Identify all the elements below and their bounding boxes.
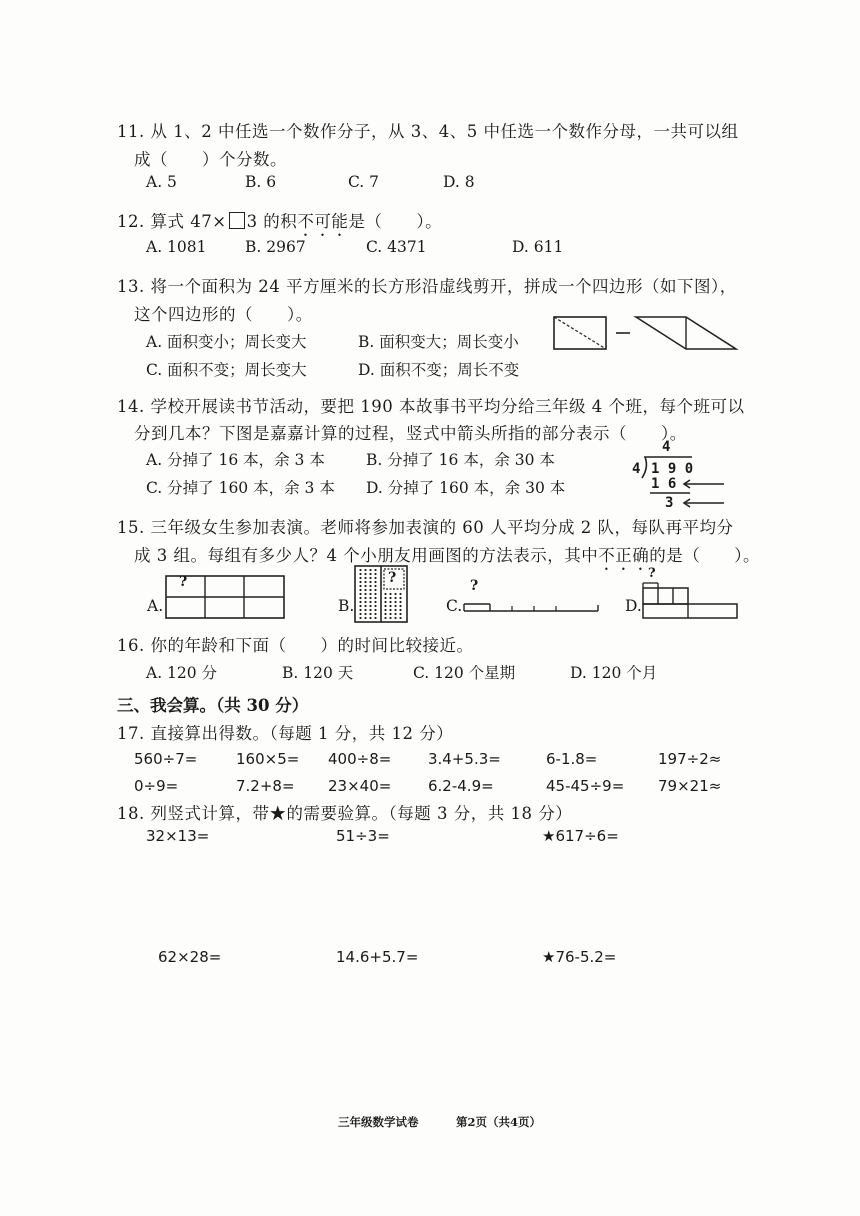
q17-calc: 3.4+5.3= xyxy=(428,750,501,768)
q18-problem: 62×28= xyxy=(158,948,222,966)
q13-shape-figure xyxy=(550,312,740,356)
q14-option-c: C. 分掉了 160 本，余 3 本 xyxy=(146,479,335,497)
q11-option-c: C. 7 xyxy=(348,173,380,191)
q15-diagram-b xyxy=(353,564,409,624)
q15-diagram-c xyxy=(462,596,602,616)
blank-box xyxy=(229,212,245,229)
q13-option-a: A. 面积变小；周长变大 xyxy=(146,333,307,351)
q16-option-a: A. 120 分 xyxy=(146,664,218,682)
q15-emphasis: 不正确 xyxy=(598,546,650,565)
q16-option-b: B. 120 天 xyxy=(282,664,354,682)
arrow-icon xyxy=(684,499,724,507)
q14-option-d: D. 分掉了 160 本，余 30 本 xyxy=(366,479,566,497)
division-product: 1 6 xyxy=(651,476,677,492)
division-bracket xyxy=(642,457,692,478)
q18-problem: ★76-5.2= xyxy=(542,948,617,966)
q12-option-b: B. 2967 xyxy=(245,238,306,256)
q18-title: 18. 列竖式计算，带★的需要验算。（每题 3 分，共 18 分） xyxy=(117,804,573,823)
q12-option-c: C. 4371 xyxy=(366,238,427,256)
q17-calc: 0÷9= xyxy=(134,777,179,795)
q12-emphasis: 不可能 xyxy=(297,212,349,231)
q18-problem: 14.6+5.7= xyxy=(336,948,419,966)
section-3-title: 三、我会算。（共 30 分） xyxy=(117,696,309,715)
q17-calc: 400÷8= xyxy=(328,750,392,768)
q13-option-c: C. 面积不变；周长变大 xyxy=(146,361,307,379)
question-mark: ? xyxy=(388,570,397,586)
q15-line2-suffix: 的是（ ）。 xyxy=(649,546,760,565)
q12-mid: 3 的积 xyxy=(246,212,298,231)
q17-calc: 6-1.8= xyxy=(546,750,598,768)
q15-label-d: D. xyxy=(625,597,642,615)
q17-calc: 160×5= xyxy=(236,750,300,768)
q14-line1: 14. 学校开展读书节活动，要把 190 本故事书平均分给三年级 4 个班，每个班可以 xyxy=(117,397,745,416)
q15-label-c: C. xyxy=(446,597,463,615)
q15-label-b: B. xyxy=(338,597,355,615)
q13-line2: 这个四边形的（ ）。 xyxy=(134,305,313,324)
q14-line2: 分到几本？下图是嘉嘉计算的过程，竖式中箭头所指的部分表示（ ）。 xyxy=(134,424,687,443)
q18-problem: 32×13= xyxy=(146,827,210,845)
division-divisor: 4 xyxy=(632,461,641,477)
q15-diagram-d xyxy=(640,578,740,620)
q12-option-d: D. 611 xyxy=(512,238,564,256)
q15-line1: 15. 三年级女生参加表演。老师将参加表演的 60 人平均分成 2 队，每队再平均分 xyxy=(117,518,734,537)
q11-option-b: B. 6 xyxy=(245,173,277,191)
question-mark: ? xyxy=(179,574,188,590)
question-mark: ? xyxy=(648,566,656,581)
q12-prefix: 12. 算式 47× xyxy=(117,212,227,231)
q17-calc: 7.2+8= xyxy=(236,777,295,795)
q16-line1: 16. 你的年龄和下面（ ）的时间比较接近。 xyxy=(117,636,474,655)
q17-calc: 79×21≈ xyxy=(658,777,722,795)
q14-option-a: A. 分掉了 16 本，余 3 本 xyxy=(146,451,325,469)
q16-option-d: D. 120 个月 xyxy=(570,664,658,682)
question-mark: ? xyxy=(470,578,479,594)
q14-option-b: B. 分掉了 16 本，余 30 本 xyxy=(366,451,555,469)
q11-line2: 成（ ）个分数。 xyxy=(134,150,287,169)
q12-option-a: A. 1081 xyxy=(146,238,207,256)
q17-calc: 197÷2≈ xyxy=(658,750,722,768)
q15-line2 xyxy=(134,542,760,574)
q17-title: 17. 直接算出得数。（每题 1 分，共 12 分） xyxy=(117,724,454,743)
q17-calc: 23×40= xyxy=(328,777,392,795)
dashed-cut-line xyxy=(554,317,606,349)
q16-option-c: C. 120 个星期 xyxy=(413,664,516,682)
q11-option-d: D. 8 xyxy=(443,173,475,191)
q18-problem: ★617÷6= xyxy=(542,827,619,845)
q17-calc: 45-45÷9= xyxy=(546,777,625,795)
footer-page: 第2页（共4页） xyxy=(456,1115,542,1129)
arrow-icon xyxy=(684,480,724,488)
q13-option-d: D. 面积不变；周长不变 xyxy=(358,361,520,379)
q11-option-a: A. 5 xyxy=(146,173,177,191)
q12-stem xyxy=(117,208,442,240)
q17-calc: 560÷7= xyxy=(134,750,198,768)
division-lines xyxy=(640,457,730,507)
division-remainder: 3 xyxy=(665,495,674,511)
division-dividend: 1 9 0 xyxy=(651,461,694,477)
q12-suffix: 是（ ）。 xyxy=(348,212,443,231)
q13-line1: 13. 将一个面积为 24 平方厘米的长方形沿虚线剪开，拼成一个四边形（如下图）， xyxy=(117,277,737,296)
q15-line2-prefix: 成 3 组。每组有多少人？4 个小朋友用画图的方法表示，其中 xyxy=(134,546,599,565)
footer-subject: 三年级数学试卷 xyxy=(338,1115,419,1129)
q15-label-a: A. xyxy=(147,597,164,615)
q13-option-b: B. 面积变大；周长变小 xyxy=(358,333,519,351)
q17-calc: 6.2-4.9= xyxy=(428,777,494,795)
division-quotient: 4 xyxy=(662,439,671,455)
q11-line1: 11. 从 1、2 中任选一个数作分子，从 3、4、5 中任选一个数作分母，一共可以组 xyxy=(117,122,739,141)
q18-problem: 51÷3= xyxy=(336,827,390,845)
